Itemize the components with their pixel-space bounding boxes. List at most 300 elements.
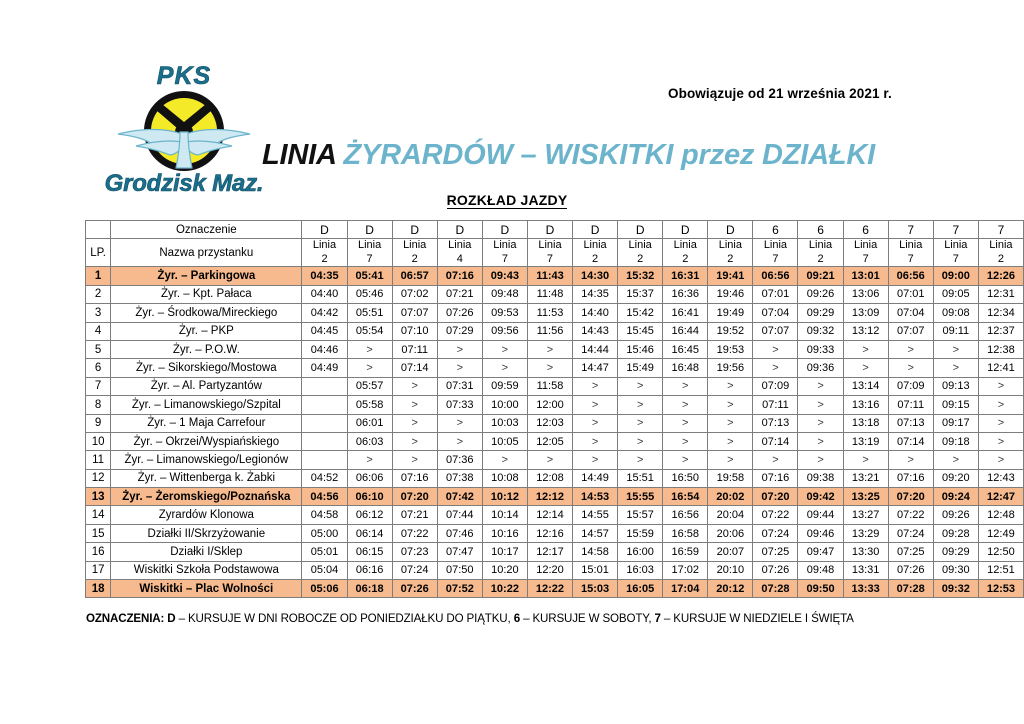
- departure-time-cell: 09:26: [798, 285, 843, 303]
- row-number-cell: 1: [86, 267, 111, 285]
- departure-time-cell: 05:41: [347, 267, 392, 285]
- departure-time-cell: 16:54: [663, 488, 708, 506]
- legend-code-6: 6: [513, 612, 520, 625]
- line-number-header: [347, 239, 392, 267]
- departure-time-cell: 04:58: [302, 506, 347, 524]
- pass-through-cell: >: [392, 396, 437, 414]
- departure-time-cell: 07:26: [437, 304, 482, 322]
- departure-time-cell: 07:20: [888, 488, 933, 506]
- line-number-header: [392, 239, 437, 267]
- legend-text-d: – KURSUJE W DNI ROBOCZE OD PONIEDZIAŁKU DO PIĄTKU,: [178, 612, 511, 625]
- pass-through-cell: >: [392, 377, 437, 395]
- route-title: [262, 139, 875, 172]
- departure-time-cell: 06:01: [347, 414, 392, 432]
- pass-through-cell: >: [978, 451, 1023, 469]
- pass-through-cell: >: [618, 414, 663, 432]
- pass-through-cell: >: [618, 377, 663, 395]
- departure-time-cell: 07:29: [437, 322, 482, 340]
- departure-time-cell: 17:02: [663, 561, 708, 579]
- pass-through-cell: >: [978, 432, 1023, 450]
- departure-time-cell: 12:05: [527, 432, 572, 450]
- departure-time-cell: 14:43: [573, 322, 618, 340]
- departure-time-cell: 16:58: [663, 524, 708, 542]
- departure-time-cell: 12:49: [978, 524, 1023, 542]
- row-number-cell: 9: [86, 414, 111, 432]
- line-number: 7: [952, 252, 959, 265]
- departure-time-cell: 11:56: [527, 322, 572, 340]
- timetable-body: [86, 267, 1024, 598]
- no-service-cell: [302, 451, 347, 469]
- logo-town-name: Grodzisk Maz.: [104, 170, 264, 197]
- departure-time-cell: 14:44: [573, 340, 618, 358]
- departure-time-cell: 10:17: [482, 543, 527, 561]
- departure-time-cell: 07:33: [437, 396, 482, 414]
- pass-through-cell: >: [663, 432, 708, 450]
- table-row: [86, 580, 1024, 598]
- departure-time-cell: 10:05: [482, 432, 527, 450]
- stop-name-cell: Działki II/Skrzyżowanie: [111, 524, 302, 542]
- departure-time-cell: 09:47: [798, 543, 843, 561]
- departure-time-cell: 16:05: [618, 580, 663, 598]
- departure-time-cell: 07:07: [753, 322, 798, 340]
- departure-time-cell: 04:42: [302, 304, 347, 322]
- row-number-cell: 13: [86, 488, 111, 506]
- day-code-header: D: [573, 221, 618, 239]
- route-title-prefix: LINIA: [262, 139, 336, 171]
- departure-time-cell: 07:02: [392, 285, 437, 303]
- departure-time-cell: 12:48: [978, 506, 1023, 524]
- line-number-header: [302, 239, 347, 267]
- day-code-header: D: [663, 221, 708, 239]
- departure-time-cell: 13:19: [843, 432, 888, 450]
- stop-name-cell: Żyr. – P.O.W.: [111, 340, 302, 358]
- departure-time-cell: 09:26: [933, 506, 978, 524]
- departure-time-cell: 05:46: [347, 285, 392, 303]
- legend-text-7: – KURSUJE W NIEDZIELE I ŚWIĘTA: [663, 612, 854, 625]
- departure-time-cell: 07:04: [753, 304, 798, 322]
- stop-name-cell: Wiskitki Szkoła Podstawowa: [111, 561, 302, 579]
- pass-through-cell: >: [708, 414, 753, 432]
- line-word: Linia: [899, 239, 923, 252]
- departure-time-cell: 09:44: [798, 506, 843, 524]
- departure-time-cell: 09:56: [482, 322, 527, 340]
- line-number: 4: [456, 252, 463, 265]
- row-number-cell: 7: [86, 377, 111, 395]
- departure-time-cell: 15:37: [618, 285, 663, 303]
- departure-time-cell: 12:31: [978, 285, 1023, 303]
- departure-time-cell: 13:16: [843, 396, 888, 414]
- table-row: [86, 267, 1024, 285]
- departure-time-cell: 17:04: [663, 580, 708, 598]
- departure-time-cell: 14:49: [573, 469, 618, 487]
- pass-through-cell: >: [482, 359, 527, 377]
- pass-through-cell: >: [527, 359, 572, 377]
- departure-time-cell: 15:03: [573, 580, 618, 598]
- departure-time-cell: 04:52: [302, 469, 347, 487]
- designation-label: Oznaczenie: [111, 221, 302, 239]
- departure-time-cell: 09:42: [798, 488, 843, 506]
- departure-time-cell: 10:22: [482, 580, 527, 598]
- departure-time-cell: 07:16: [753, 469, 798, 487]
- pass-through-cell: >: [392, 451, 437, 469]
- row-number-cell: 11: [86, 451, 111, 469]
- pass-through-cell: >: [798, 451, 843, 469]
- timetable-head: [86, 221, 1024, 267]
- departure-time-cell: 07:26: [392, 580, 437, 598]
- departure-time-cell: 07:42: [437, 488, 482, 506]
- pass-through-cell: >: [888, 451, 933, 469]
- departure-time-cell: 15:45: [618, 322, 663, 340]
- day-code-header: 6: [843, 221, 888, 239]
- departure-time-cell: 06:10: [347, 488, 392, 506]
- departure-time-cell: 09:00: [933, 267, 978, 285]
- line-number: 2: [637, 252, 644, 265]
- departure-time-cell: 19:53: [708, 340, 753, 358]
- departure-time-cell: 12:50: [978, 543, 1023, 561]
- departure-time-cell: 07:22: [753, 506, 798, 524]
- pass-through-cell: >: [437, 340, 482, 358]
- departure-time-cell: 07:13: [888, 414, 933, 432]
- pass-through-cell: >: [347, 359, 392, 377]
- departure-time-cell: 09:11: [933, 322, 978, 340]
- table-row: [86, 524, 1024, 542]
- departure-time-cell: 19:58: [708, 469, 753, 487]
- departure-time-cell: 07:46: [437, 524, 482, 542]
- stop-name-header: Nazwa przystanku: [111, 239, 302, 267]
- designation-corner-blank: [86, 221, 111, 239]
- line-number: 7: [546, 252, 554, 265]
- day-code-header: 7: [933, 221, 978, 239]
- stop-name-cell: Żyr. – Limanowskiego/Legionów: [111, 451, 302, 469]
- departure-time-cell: 07:50: [437, 561, 482, 579]
- stop-name-cell: Żyr. – Kpt. Pałaca: [111, 285, 302, 303]
- stop-name-cell: Żyr. – Limanowskiego/Szpital: [111, 396, 302, 414]
- pass-through-cell: >: [527, 451, 572, 469]
- pass-through-cell: >: [573, 396, 618, 414]
- row-number-cell: 5: [86, 340, 111, 358]
- departure-time-cell: 16:03: [618, 561, 663, 579]
- line-number: 2: [727, 252, 734, 265]
- day-code-header: D: [302, 221, 347, 239]
- departure-time-cell: 06:56: [753, 267, 798, 285]
- pass-through-cell: >: [573, 432, 618, 450]
- line-number: 2: [682, 252, 689, 265]
- line-word: Linia: [808, 239, 833, 252]
- line-number-header: [708, 239, 753, 267]
- departure-time-cell: 09:48: [482, 285, 527, 303]
- no-service-cell: [302, 414, 347, 432]
- timetable-container: [85, 220, 1024, 598]
- departure-time-cell: 12:20: [527, 561, 572, 579]
- departure-time-cell: 12:00: [527, 396, 572, 414]
- departure-time-cell: 07:11: [753, 396, 798, 414]
- line-word: Linia: [854, 239, 878, 252]
- departure-time-cell: 15:49: [618, 359, 663, 377]
- departure-time-cell: 14:30: [573, 267, 618, 285]
- stop-name-cell: Wiskitki – Plac Wolności: [111, 580, 302, 598]
- departure-time-cell: 07:26: [888, 561, 933, 579]
- departure-time-cell: 12:03: [527, 414, 572, 432]
- pass-through-cell: >: [618, 432, 663, 450]
- pass-through-cell: >: [753, 451, 798, 469]
- table-row: [86, 340, 1024, 358]
- departure-time-cell: 13:18: [843, 414, 888, 432]
- departure-time-cell: 09:13: [933, 377, 978, 395]
- departure-time-cell: 10:12: [482, 488, 527, 506]
- departure-time-cell: 12:34: [978, 304, 1023, 322]
- departure-time-cell: 12:47: [978, 488, 1023, 506]
- pass-through-cell: >: [347, 340, 392, 358]
- departure-time-cell: 07:25: [888, 543, 933, 561]
- departure-time-cell: 07:11: [888, 396, 933, 414]
- stop-name-cell: Żyr. – Wittenberga k. Żabki: [111, 469, 302, 487]
- departure-time-cell: 09:48: [798, 561, 843, 579]
- pass-through-cell: >: [798, 432, 843, 450]
- pass-through-cell: >: [888, 340, 933, 358]
- line-word: Linia: [493, 239, 517, 252]
- departure-time-cell: 09:17: [933, 414, 978, 432]
- departure-time-cell: 13:30: [843, 543, 888, 561]
- table-row: [86, 322, 1024, 340]
- row-number-cell: 8: [86, 396, 111, 414]
- line-number: 2: [592, 252, 599, 265]
- table-row: [86, 414, 1024, 432]
- departure-time-cell: 04:35: [302, 267, 347, 285]
- table-row: [86, 396, 1024, 414]
- departure-time-cell: 11:58: [527, 377, 572, 395]
- legend-title: OZNACZENIA:: [86, 612, 165, 625]
- departure-time-cell: 05:58: [347, 396, 392, 414]
- departure-time-cell: 16:31: [663, 267, 708, 285]
- line-number-header: [663, 239, 708, 267]
- line-number: 7: [772, 252, 779, 265]
- departure-time-cell: 14:40: [573, 304, 618, 322]
- table-row: [86, 304, 1024, 322]
- day-code-header: D: [708, 221, 753, 239]
- departure-time-cell: 09:32: [933, 580, 978, 598]
- departure-time-cell: 19:52: [708, 322, 753, 340]
- departure-time-cell: 07:28: [753, 580, 798, 598]
- row-number-cell: 14: [86, 506, 111, 524]
- pass-through-cell: >: [798, 377, 843, 395]
- day-code-header: D: [437, 221, 482, 239]
- departure-time-cell: 06:12: [347, 506, 392, 524]
- departure-time-cell: 19:49: [708, 304, 753, 322]
- line-number-header: [482, 239, 527, 267]
- departure-time-cell: 09:24: [933, 488, 978, 506]
- departure-time-cell: 07:24: [888, 524, 933, 542]
- day-code-header: 6: [798, 221, 843, 239]
- departure-time-cell: 20:04: [708, 506, 753, 524]
- stop-name-cell: Żyr. – Sikorskiego/Mostowa: [111, 359, 302, 377]
- departure-time-cell: 07:16: [888, 469, 933, 487]
- departure-time-cell: 12:51: [978, 561, 1023, 579]
- pass-through-cell: >: [843, 340, 888, 358]
- departure-time-cell: 06:15: [347, 543, 392, 561]
- pass-through-cell: >: [663, 451, 708, 469]
- legend: [86, 612, 854, 625]
- departure-time-cell: 11:48: [527, 285, 572, 303]
- departure-time-cell: 09:28: [933, 524, 978, 542]
- valid-from-notice: Obowiązuje od 21 września 2021 r.: [668, 86, 892, 101]
- departure-time-cell: 13:27: [843, 506, 888, 524]
- line-word: Linia: [538, 239, 562, 252]
- departure-time-cell: 07:14: [753, 432, 798, 450]
- departure-time-cell: 12:16: [527, 524, 572, 542]
- pass-through-cell: >: [482, 340, 527, 358]
- legend-text-6: – KURSUJE W SOBOTY,: [523, 612, 652, 625]
- departure-time-cell: 13:33: [843, 580, 888, 598]
- departure-time-cell: 12:17: [527, 543, 572, 561]
- pass-through-cell: >: [618, 451, 663, 469]
- pass-through-cell: >: [708, 451, 753, 469]
- logo-company-name: PKS: [156, 62, 212, 90]
- departure-time-cell: 13:25: [843, 488, 888, 506]
- row-number-cell: 17: [86, 561, 111, 579]
- departure-time-cell: 16:44: [663, 322, 708, 340]
- departure-time-cell: 07:01: [888, 285, 933, 303]
- line-word: Linia: [989, 239, 1013, 252]
- departure-time-cell: 07:07: [888, 322, 933, 340]
- departure-time-cell: 15:42: [618, 304, 663, 322]
- departure-time-cell: 12:53: [978, 580, 1023, 598]
- departure-time-cell: 15:51: [618, 469, 663, 487]
- departure-time-cell: 07:14: [888, 432, 933, 450]
- departure-time-cell: 10:08: [482, 469, 527, 487]
- line-number-header: [843, 239, 888, 267]
- stop-name-cell: Żyr. – Środkowa/Mireckiego: [111, 304, 302, 322]
- departure-time-cell: 09:15: [933, 396, 978, 414]
- line-number: 2: [997, 252, 1004, 265]
- departure-time-cell: 09:38: [798, 469, 843, 487]
- departure-time-cell: 13:29: [843, 524, 888, 542]
- pass-through-cell: >: [978, 396, 1023, 414]
- line-number: 2: [321, 252, 328, 265]
- day-code-header: 7: [978, 221, 1023, 239]
- departure-time-cell: 09:36: [798, 359, 843, 377]
- pass-through-cell: >: [437, 359, 482, 377]
- pass-through-cell: >: [573, 451, 618, 469]
- row-number-cell: 4: [86, 322, 111, 340]
- departure-time-cell: 05:06: [302, 580, 347, 598]
- pass-through-cell: >: [573, 377, 618, 395]
- departure-time-cell: 07:47: [437, 543, 482, 561]
- row-number-cell: 10: [86, 432, 111, 450]
- departure-time-cell: 07:36: [437, 451, 482, 469]
- pass-through-cell: >: [978, 377, 1023, 395]
- departure-time-cell: 07:07: [392, 304, 437, 322]
- pass-through-cell: >: [573, 414, 618, 432]
- pass-through-cell: >: [708, 377, 753, 395]
- departure-time-cell: 07:13: [753, 414, 798, 432]
- line-number: 7: [366, 252, 373, 265]
- departure-time-cell: 15:46: [618, 340, 663, 358]
- departure-time-cell: 07:25: [753, 543, 798, 561]
- table-row: [86, 285, 1024, 303]
- day-code-header: 6: [753, 221, 798, 239]
- departure-time-cell: 07:16: [392, 469, 437, 487]
- stop-name-cell: Żyr. – 1 Maja Carrefour: [111, 414, 302, 432]
- departure-time-cell: 07:16: [437, 267, 482, 285]
- departure-time-cell: 05:54: [347, 322, 392, 340]
- departure-time-cell: 20:02: [708, 488, 753, 506]
- departure-time-cell: 07:09: [888, 377, 933, 395]
- departure-time-cell: 07:26: [753, 561, 798, 579]
- designation-row: [86, 221, 1024, 239]
- line-word: Linia: [718, 239, 742, 252]
- departure-time-cell: 06:14: [347, 524, 392, 542]
- departure-time-cell: 04:56: [302, 488, 347, 506]
- pass-through-cell: >: [663, 396, 708, 414]
- departure-time-cell: 11:53: [527, 304, 572, 322]
- schedule-caption: [0, 192, 1024, 210]
- departure-time-cell: 14:47: [573, 359, 618, 377]
- departure-time-cell: 06:03: [347, 432, 392, 450]
- departure-time-cell: 09:50: [798, 580, 843, 598]
- departure-time-cell: 13:31: [843, 561, 888, 579]
- day-code-header: D: [482, 221, 527, 239]
- departure-time-cell: 06:18: [347, 580, 392, 598]
- departure-time-cell: 13:21: [843, 469, 888, 487]
- table-row: [86, 451, 1024, 469]
- departure-time-cell: 06:06: [347, 469, 392, 487]
- departure-time-cell: 07:23: [392, 543, 437, 561]
- no-service-cell: [302, 432, 347, 450]
- departure-time-cell: 15:01: [573, 561, 618, 579]
- departure-time-cell: 04:40: [302, 285, 347, 303]
- departure-time-cell: 14:58: [573, 543, 618, 561]
- day-code-header: D: [527, 221, 572, 239]
- pass-through-cell: >: [437, 414, 482, 432]
- line-word: Linia: [763, 239, 788, 252]
- pass-through-cell: >: [753, 359, 798, 377]
- pass-through-cell: >: [708, 396, 753, 414]
- table-row: [86, 561, 1024, 579]
- departure-time-cell: 10:20: [482, 561, 527, 579]
- line-number-header: [618, 239, 663, 267]
- line-word: Linia: [944, 239, 968, 252]
- departure-time-cell: 07:24: [753, 524, 798, 542]
- pass-through-cell: >: [978, 414, 1023, 432]
- row-number-cell: 15: [86, 524, 111, 542]
- table-row: [86, 432, 1024, 450]
- departure-time-cell: 09:08: [933, 304, 978, 322]
- line-word: Linia: [448, 239, 472, 252]
- departure-time-cell: 07:22: [888, 506, 933, 524]
- departure-time-cell: 05:00: [302, 524, 347, 542]
- row-number-cell: 6: [86, 359, 111, 377]
- pass-through-cell: >: [933, 340, 978, 358]
- departure-time-cell: 16:00: [618, 543, 663, 561]
- pass-through-cell: >: [527, 340, 572, 358]
- departure-time-cell: 20:07: [708, 543, 753, 561]
- departure-time-cell: 07:22: [392, 524, 437, 542]
- table-row: [86, 543, 1024, 561]
- departure-time-cell: 09:20: [933, 469, 978, 487]
- line-word: Linia: [583, 239, 607, 252]
- line-number: 7: [862, 252, 869, 265]
- line-number: 7: [907, 252, 914, 265]
- departure-time-cell: 19:46: [708, 285, 753, 303]
- departure-time-cell: 12:22: [527, 580, 572, 598]
- departure-time-cell: 16:36: [663, 285, 708, 303]
- departure-time-cell: 15:59: [618, 524, 663, 542]
- departure-time-cell: 16:59: [663, 543, 708, 561]
- pass-through-cell: >: [618, 396, 663, 414]
- departure-time-cell: 12:41: [978, 359, 1023, 377]
- line-number: 7: [501, 252, 508, 265]
- route-title-route: ŻYRARDÓW – WISKITKI przez DZIAŁKI: [343, 139, 876, 171]
